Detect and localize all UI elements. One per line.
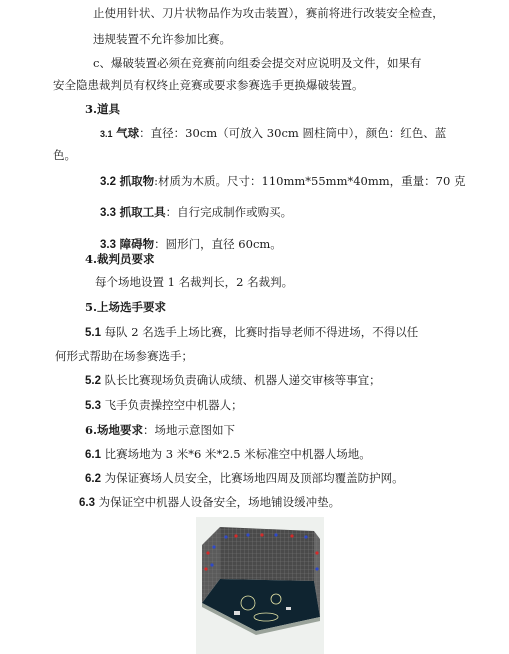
item-number: 3.2: [100, 176, 116, 188]
item-number: 5.2: [85, 375, 101, 387]
item-number: 6.3: [79, 497, 95, 509]
item-text: ：圆形门，直径 60cm。: [154, 237, 282, 251]
item-number: 3.3: [100, 239, 116, 251]
item-title: 抓取工具: [119, 205, 166, 219]
item-number: 3.1: [100, 129, 113, 139]
section-heading-referee: 4.裁判员要求: [85, 252, 155, 266]
venue-rule-1: [85, 446, 371, 463]
item-title: 障碍物: [119, 237, 155, 251]
text-line: 每个场地设置 1 名裁判长，2 名裁判。: [95, 275, 294, 289]
item-title: 抓取物: [119, 174, 155, 188]
section-heading-players: 5.上场选手要求: [85, 300, 167, 314]
text-line: c、爆破装置必须在竞赛前向组委会提交对应说明及文件，如果有: [93, 56, 422, 70]
section-heading-props: 3.道具: [85, 102, 121, 116]
item-number: 5.3: [85, 400, 101, 412]
item-text: 飞手负责操控空中机器人；: [101, 398, 243, 412]
item-text: 每队 2 名选手上场比赛，比赛时指导老师不得进场，不得以任: [101, 325, 419, 339]
section-heading-venue: [85, 422, 235, 438]
heading-rest: ：场地示意图如下: [143, 423, 236, 437]
player-rule-1: [85, 324, 418, 341]
grab-tool-item: [100, 204, 292, 221]
heading-text: 6.场地要求: [85, 423, 144, 437]
venue-diagram-image: [196, 517, 324, 654]
player-rule-3: [85, 397, 243, 414]
item-text: 比赛场地为 3 米*6 米*2.5 米标准空中机器人场地。: [101, 447, 371, 461]
item-text: 队长比赛现场负责确认成绩、机器人递交审核等事宜；: [101, 373, 381, 387]
item-number: 6.2: [85, 473, 101, 485]
floor-pad: [234, 611, 240, 615]
item-text: 为保证空中机器人设备安全，场地铺设缓冲垫。: [95, 495, 341, 509]
text-line: 违规装置不允许参加比赛。: [93, 32, 231, 46]
text-line: 止使用针状、刀片状物品作为攻击装置），赛前将进行改装安全检查，: [93, 6, 444, 20]
player-rule-2: [85, 372, 381, 389]
item-text: ：直径：30cm（可放入 30cm 圆柱筒中），颜色：红色、蓝: [139, 126, 447, 140]
grab-item: [100, 173, 465, 190]
item-title: 气球: [116, 126, 140, 140]
balloon-item: [100, 125, 446, 142]
venue-diagram-svg: [196, 517, 324, 654]
text-line: 安全隐患裁判员有权终止竞赛或要求参赛选手更换爆破装置。: [53, 78, 364, 92]
venue-rule-2: [85, 470, 404, 487]
item-number: 3.3: [100, 207, 116, 219]
item-text: ：自行完成制作或购买。: [165, 205, 293, 219]
text-line: 何形式帮助在场参赛选手；: [55, 349, 193, 363]
item-number: 5.1: [85, 327, 101, 339]
text-line: 色。: [53, 148, 76, 162]
back-wall-net: [220, 527, 314, 581]
item-text: :材质为木质。尺寸：110mm*55mm*40mm，重量：70 克: [154, 174, 466, 188]
venue-rule-3: [79, 494, 340, 511]
floor-pad: [286, 607, 291, 610]
item-text: 为保证赛场人员安全，比赛场地四周及顶部均覆盖防护网。: [101, 471, 404, 485]
item-number: 6.1: [85, 449, 101, 461]
